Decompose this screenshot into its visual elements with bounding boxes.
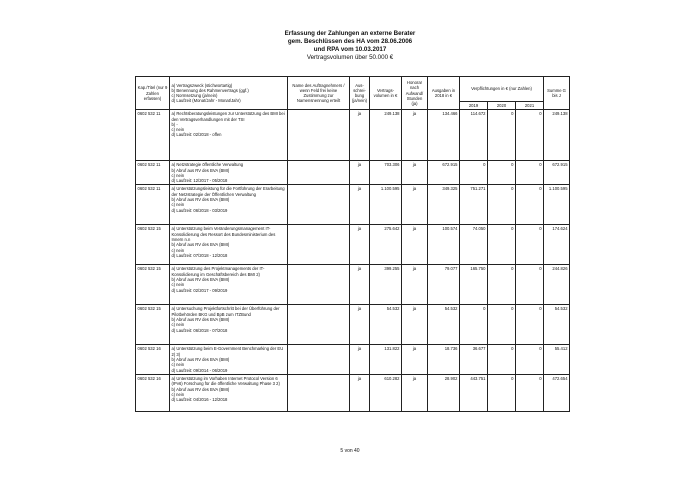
year-2019-cell: 114.672 [460,110,488,161]
summe-cell: 54.532 [544,305,570,345]
year-2021-cell: 0 [516,225,544,265]
description-line: a) Unterstützung des Projektmanagements der IT-Konsolidierung im Geschäftsbereich des BMI 2) [171,266,265,277]
year-2020-cell: 0 [488,374,516,411]
payments-table [135,76,570,412]
ausschreibung-cell: ja [350,110,370,161]
summe-cell: 249.138 [544,110,570,161]
description-line: d) Laufzeit: 02/2018 - offen [171,132,222,138]
volumen-cell: 1.100.595 [370,185,402,225]
description-line: b) Abruf aus RV des BVA (BMI) [171,277,230,283]
ausschreibung-cell: ja [350,161,370,185]
description-line: c) nein [171,172,185,178]
year-2020-cell: 0 [488,265,516,305]
description-line: b) Abruf aus RV des BVA (BMI) [171,167,230,173]
description-cell [170,185,288,225]
year-2019-cell: 443.751 [460,374,488,411]
ausgaben-cell: 672.915 [428,161,460,185]
description-line: a) Netzstrategie öffentliche Verwaltung [171,162,244,168]
header-honorar: Honorar nach Aufwand/ Stunden (ja) [402,77,428,110]
ausgaben-cell: 79.077 [428,265,460,305]
summe-cell: 244.826 [544,265,570,305]
volumen-cell: 275.642 [370,225,402,265]
table-row [136,110,570,161]
title-line-2: gem. Beschlüssen des HA vom 28.06.2006 [287,38,413,45]
volumen-cell: 54.532 [370,305,402,345]
year-2019-cell: 751.271 [460,185,488,225]
description-line: d) Laufzeit: 04/2016 - 12/2018 [171,397,228,403]
honorar-cell: ja [402,305,428,345]
summe-cell: 55.412 [544,345,570,374]
description-cell [170,265,288,305]
header-ausgaben: Ausgaben in 2018 in € [428,77,460,110]
year-2021-cell: 0 [516,345,544,374]
year-2019-cell: 0 [460,161,488,185]
description-line: d) Laufzeit: 09/2014 - 06/2019 [171,367,228,373]
description-line: c) nein [171,391,185,397]
header-summe: Summe G bis J [544,77,570,110]
header-zweck-a: a) Vertragszweck (stichwortartig) [171,82,233,88]
year-2021-cell: 0 [516,110,544,161]
year-2021-cell: 0 [516,265,544,305]
ausgaben-cell: 54.532 [428,305,460,345]
description-line: b) Abruf aus RV des BVA (BMI) [171,317,230,323]
honorar-cell: ja [402,185,428,225]
honorar-cell: ja [402,225,428,265]
year-2020-cell: 0 [488,305,516,345]
description-line: a) Rechtsberatungsleistungen zur Unterstützung des BMI bei den Vertragsverhandlungen mit der TSI [171,111,285,122]
header-year-2020: 2020 [488,102,516,110]
year-2020-cell: 0 [488,110,516,161]
ausschreibung-cell: ja [350,225,370,265]
volumen-cell: 703.306 [370,161,402,185]
header-zweck [170,77,288,110]
header-verpflichtungen: Verpflichtungen in € (nur Zahlen) [460,77,544,102]
document-title [250,30,450,62]
header-zweck-b: b) Benennung des Rahmenvertrags (ggf.) [171,87,249,93]
description-line: a) Unterstützung beim E-Government Benchmarking der EU 2) 3) [171,346,284,357]
ausschreibung-cell: ja [350,265,370,305]
ausgaben-cell: 28.902 [428,374,460,411]
description-line: d) Laufzeit: 02/2017 - 09/2019 [171,287,228,293]
ausgaben-cell: 134.466 [428,110,460,161]
table-row [136,225,570,265]
kap-cell: 0602 532 15 [136,225,170,265]
table-row [136,265,570,305]
description-line: a) Unterstützung im Vorhaben Internet Protocol Version 6 (IPv6) Forschung für die öffentliche Verwaltung Phase 3 2) [171,375,280,387]
description-line: b) Abruf aus RV des BVA (BMI) [171,197,230,203]
ausschreibung-cell: ja [350,345,370,374]
year-2020-cell: 0 [488,345,516,374]
header-ausschreibung: Aus-schrei-bung (ja/nein) [350,77,370,110]
table-row [136,345,570,374]
honorar-cell: ja [402,345,428,374]
name-cell [288,374,350,411]
kap-cell: 0602 532 16 [136,345,170,374]
ausgaben-cell: 18.736 [428,345,460,374]
header-kap: Kap./Titel (nur 9 Zahlen erfassen) [136,77,170,110]
year-2021-cell: 0 [516,305,544,345]
description-line: b) Abruf aus RV des BVA (BMI) [171,357,230,363]
header-row [136,77,570,102]
honorar-cell: ja [402,161,428,185]
table-row [136,305,570,345]
table-row [136,374,570,411]
year-2020-cell: 0 [488,161,516,185]
title-line-4: Vertragsvolumen über 50.000 € [306,54,394,61]
kap-cell: 0602 532 11 [136,185,170,225]
name-cell [288,110,350,161]
description-line: d) Laufzeit: 06/2018 - 07/2018 [171,327,228,333]
year-2019-cell: 74.050 [460,225,488,265]
description-cell [170,345,288,374]
summe-cell: 174.624 [544,225,570,265]
header-name: Name des Auftragnehmers / wenn Feld frei keine Zustimmung zur Namensnennung erteilt [288,77,350,110]
table-row [136,185,570,225]
kap-cell: 0602 532 16 [136,374,170,411]
header-year-2019: 2019 [460,102,488,110]
ausschreibung-cell: ja [350,305,370,345]
description-line: a) Unterstützung beim Veränderungsmanagement IT-Konsolidierung des Ressort des Bundesministerium des Innern n.n [171,226,276,243]
description-line: b) - [171,121,178,127]
table-row [136,161,570,185]
kap-cell: 0602 532 11 [136,110,170,161]
title-line-1: Erfassung der Zahlungen an externe Berater [284,30,416,37]
description-line: c) nein [171,282,185,288]
header-zweck-c: c) Normsetzung (ja/nein) [171,93,218,99]
year-2021-cell: 0 [516,374,544,411]
year-2019-cell: 165.750 [460,265,488,305]
description-line: b) Abruf aus RV des BVA (BMI) [171,386,230,392]
description-line: a) Untersuchung Projektfortschritt bei der Überführung der Pilotbehörden BKG und BpB zum ITZBund [171,306,280,317]
title-line-3: und RPA vom 10.03.2017 [313,46,387,53]
header-zweck-d: d) Laufzeit (Monat/Jahr - Monat/Jahr) [171,98,241,104]
volumen-cell: 610.282 [370,374,402,411]
description-line: c) nein [171,247,185,253]
summe-cell: 1.100.595 [544,185,570,225]
honorar-cell: ja [402,110,428,161]
kap-cell: 0602 532 11 [136,161,170,185]
description-line: a) Unterstützungsleistung für die Fortführung der Erarbeitung der Netzstrategie der Öffentlichen Verwaltung [171,186,285,197]
ausschreibung-cell: ja [350,374,370,411]
name-cell [288,161,350,185]
kap-cell: 0602 532 15 [136,305,170,345]
name-cell [288,265,350,305]
year-2020-cell: 0 [488,185,516,225]
year-2020-cell: 0 [488,225,516,265]
year-2019-cell: 0 [460,305,488,345]
description-line: c) nein [171,362,185,368]
description-cell [170,305,288,345]
ausschreibung-cell: ja [350,185,370,225]
description-line: d) Laufzeit: 12/2017 - 05/2018 [171,178,228,184]
year-2021-cell: 0 [516,185,544,225]
description-cell [170,225,288,265]
honorar-cell: ja [402,374,428,411]
volumen-cell: 249.138 [370,110,402,161]
volumen-cell: 131.822 [370,345,402,374]
description-line: b) Abruf aus RV des BVA (BMI) [171,242,230,248]
description-line: d) Laufzeit: 07/2018 - 12/2018 [171,252,228,258]
honorar-cell: ja [402,265,428,305]
name-cell [288,225,350,265]
description-line: c) nein [171,202,185,208]
description-line: c) nein [171,127,185,133]
description-cell [170,110,288,161]
description-cell [170,374,288,411]
summe-cell: 472.654 [544,374,570,411]
year-2019-cell: 36.677 [460,345,488,374]
kap-cell: 0602 532 15 [136,265,170,305]
ausgaben-cell: 349.325 [428,185,460,225]
header-volumen: Vertrags-volumen in € [370,77,402,110]
name-cell [288,185,350,225]
ausgaben-cell: 100.574 [428,225,460,265]
name-cell [288,305,350,345]
name-cell [288,345,350,374]
year-2021-cell: 0 [516,161,544,185]
description-line: d) Laufzeit: 06/2018 - 03/2019 [171,207,228,213]
description-line: c) nein [171,322,185,328]
volumen-cell: 399.255 [370,265,402,305]
page-number: 5 von 40 [340,448,360,454]
header-year-2021: 2021 [516,102,544,110]
summe-cell: 672.915 [544,161,570,185]
description-cell [170,161,288,185]
